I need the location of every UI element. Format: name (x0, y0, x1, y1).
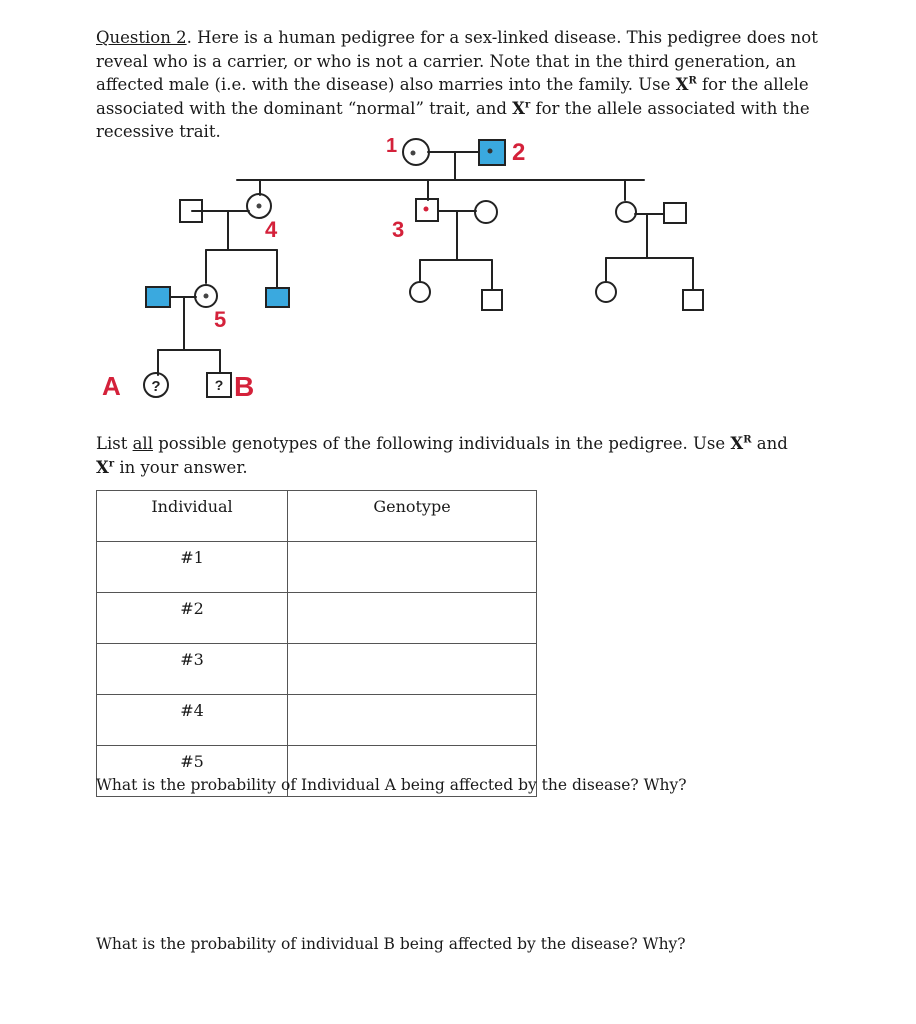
label-4: 4 (265, 217, 278, 242)
cell-genotype[interactable] (288, 542, 537, 593)
label-a: A (102, 371, 121, 401)
question-text-part-1: . Here is a human pedigree for a sex-linked disease. This pedigree does not reveal who is a carrier, or who is not a carrier. Note that in the third generation, an affected male (i.e. with the disease) also marries into the family. Use (96, 28, 818, 94)
individual-a-unknown-mark: ? (151, 378, 161, 395)
genotype-table (96, 490, 537, 797)
table-row (97, 644, 537, 695)
question-text (96, 26, 826, 144)
gen2-right-spouse-male (664, 203, 686, 223)
gen2-middle-spouse-female (475, 201, 497, 223)
dominant-allele: $X^R$ (675, 75, 697, 94)
table-header-row (97, 491, 537, 542)
question-text-part-2: for the allele associated with the dominant “normal” trait, and (96, 75, 809, 118)
emphasis-all: all (132, 434, 153, 453)
pedigree-chart (0, 130, 916, 420)
cell-individual: #1 (97, 542, 288, 593)
gen3-right-male (683, 290, 703, 310)
label-1: 1 (386, 135, 398, 157)
individual-1-female (403, 139, 429, 165)
label-2: 2 (512, 139, 526, 166)
cell-individual: #4 (97, 695, 288, 746)
allele-b: $X^r$ (96, 458, 115, 477)
header-genotype: Genotype (288, 491, 537, 542)
cell-individual: #2 (97, 593, 288, 644)
gen3-affected-male-spouse (146, 287, 170, 307)
gen3-middle-male (482, 290, 502, 310)
table-row (97, 593, 537, 644)
cell-individual: #3 (97, 644, 288, 695)
question-text-part-3: for the allele associated with the recessive trait. (96, 98, 810, 141)
label-3: 3 (392, 217, 405, 242)
recessive-allele: $X^r$ (512, 98, 531, 118)
header-individual: Individual (97, 491, 288, 542)
table-row (97, 695, 537, 746)
gen2-right-daughter-female (616, 202, 636, 222)
label-b: B (234, 371, 255, 402)
list-prompt: List all possible genotypes of the following individuals in the pedigree. Use $X^R$ and $X^r$ in your answer. (96, 434, 788, 477)
gen3-affected-male (266, 288, 289, 307)
individual-b-unknown-mark: ? (214, 377, 224, 393)
cell-genotype[interactable] (288, 593, 537, 644)
allele-a: $X^R$ (730, 434, 752, 453)
gen3-right-female (596, 282, 616, 302)
gen3-middle-female (410, 282, 430, 302)
question-b: What is the probability of individual B being affected by the disease? Why? (96, 935, 686, 953)
question-label: Question 2 (96, 28, 187, 47)
question-a: What is the probability of Individual A being affected by the disease? Why? (96, 776, 687, 794)
cell-genotype[interactable] (288, 644, 537, 695)
label-5: 5 (214, 307, 227, 332)
table-row (97, 542, 537, 593)
cell-genotype[interactable] (288, 695, 537, 746)
cell-individual: #5 (97, 746, 288, 797)
